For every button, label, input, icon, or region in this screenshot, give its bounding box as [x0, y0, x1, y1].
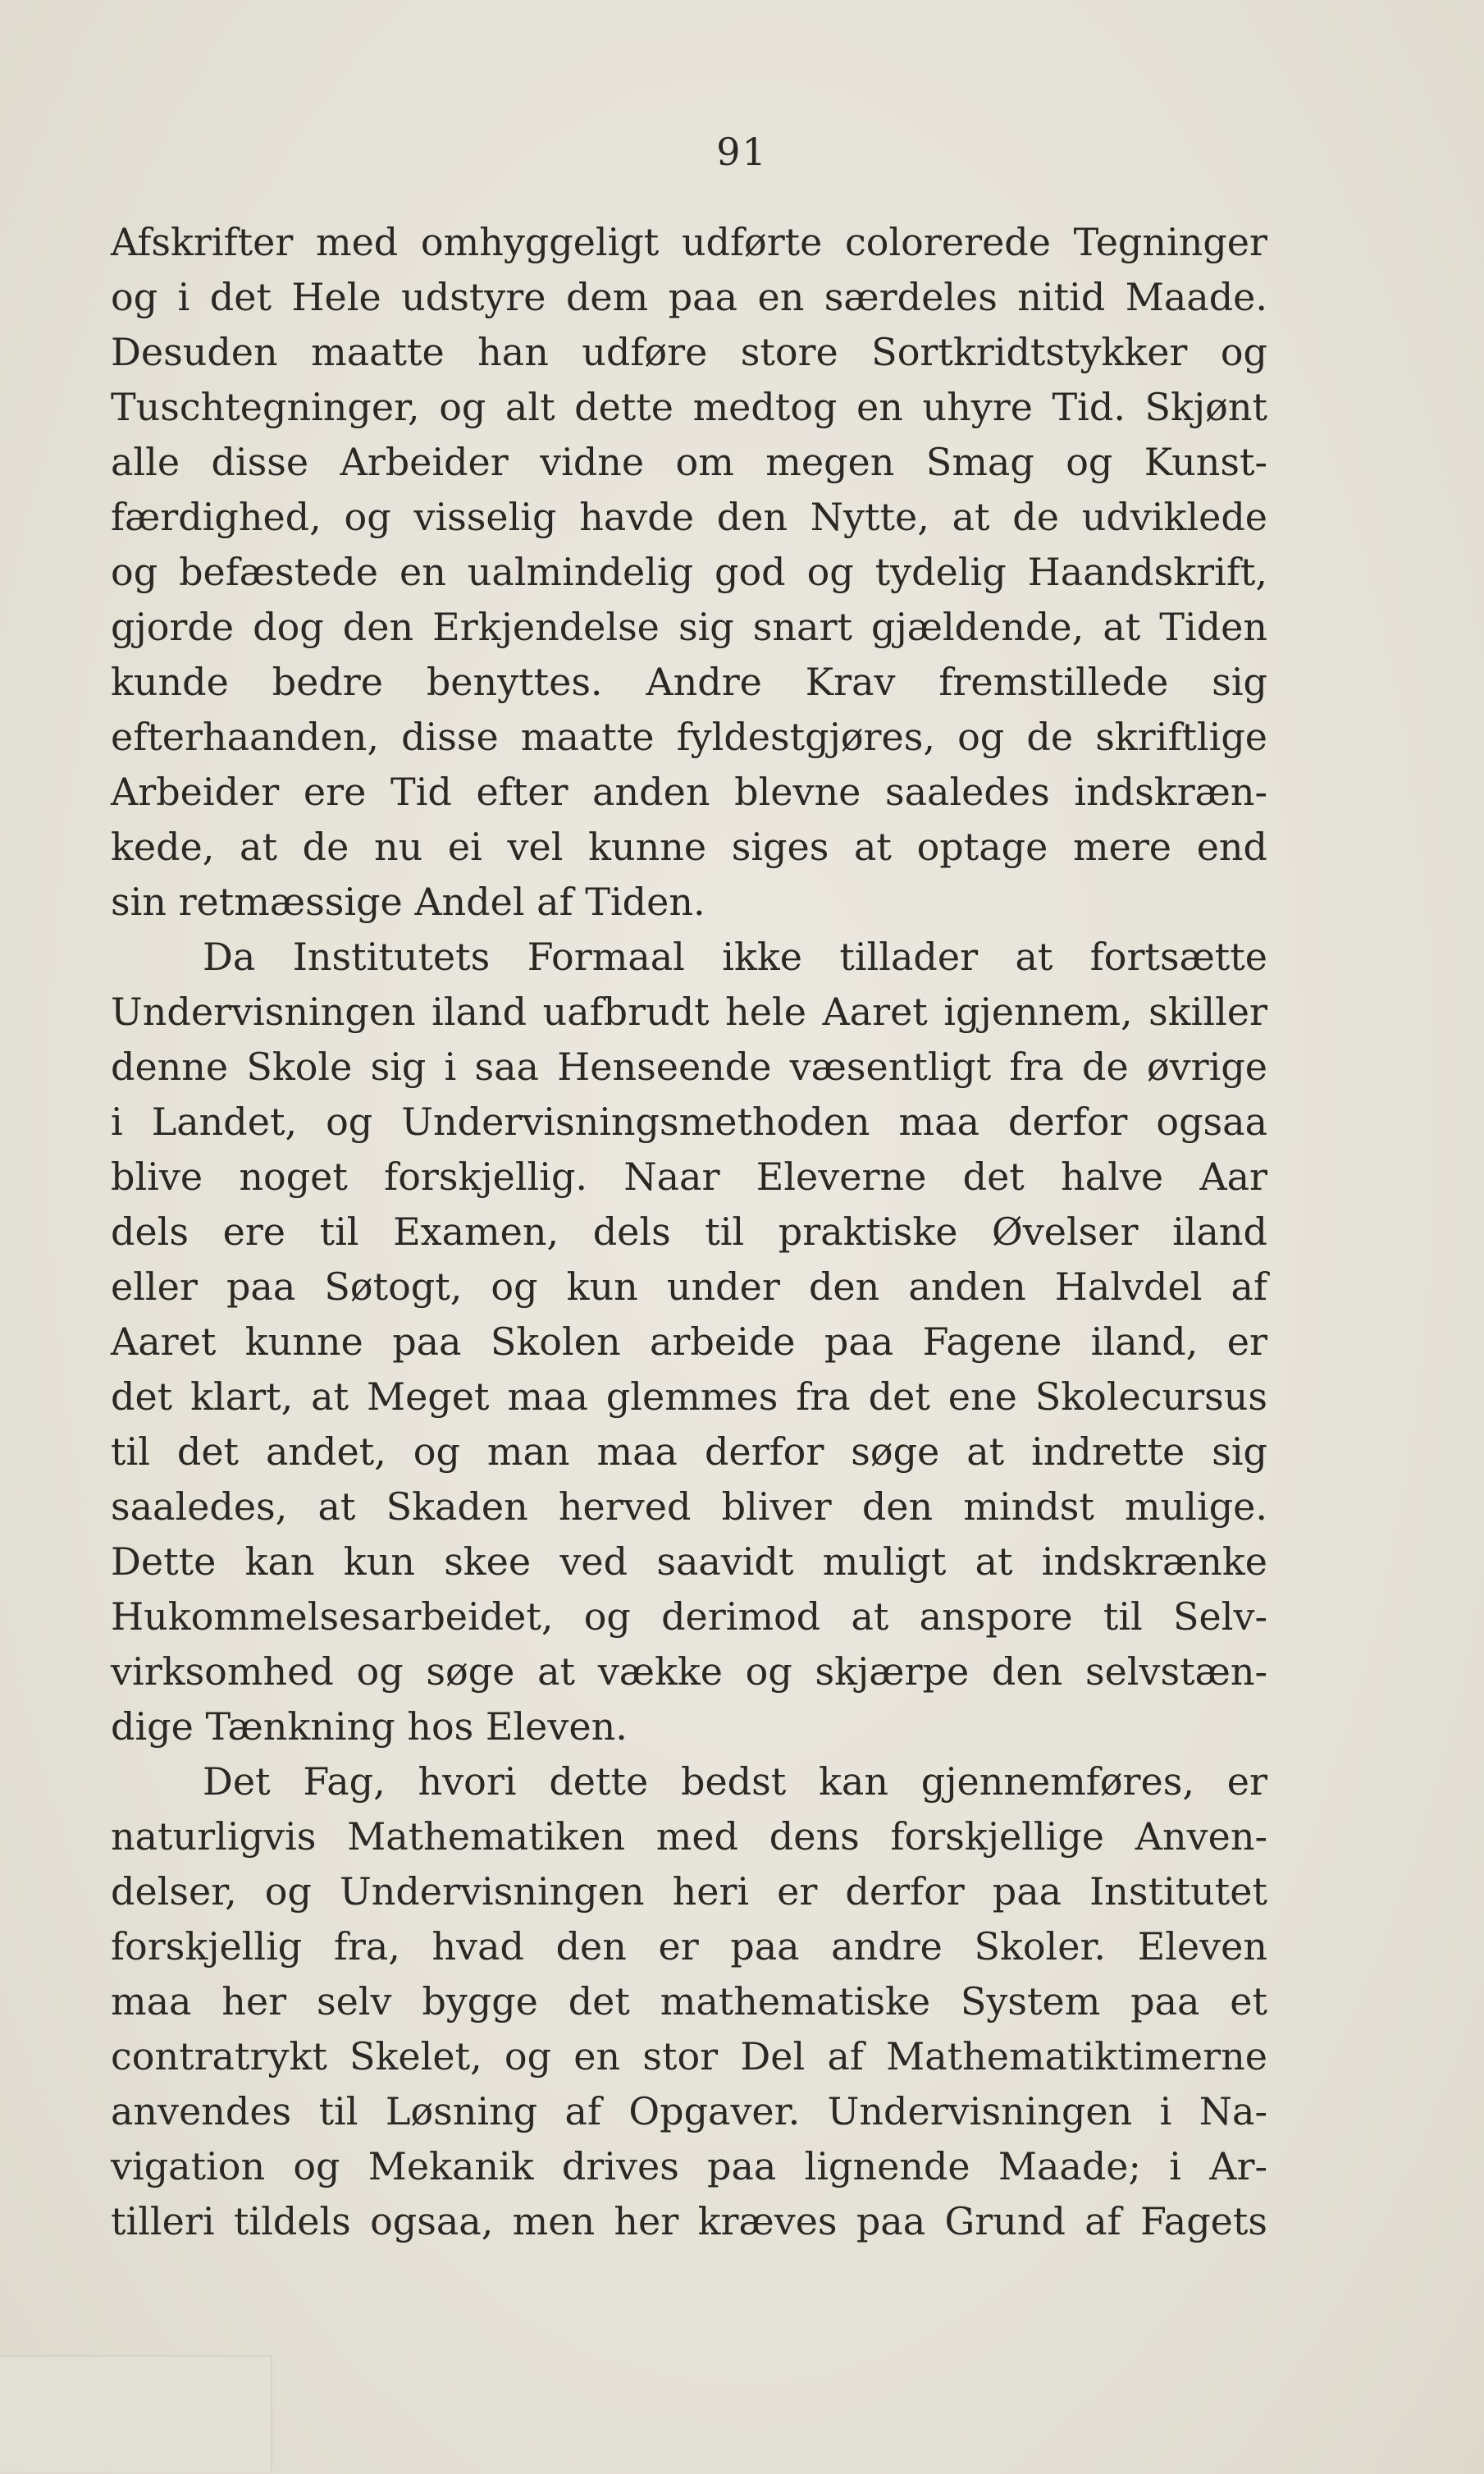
text-line: virksomhed og søge at vække og skjærpe den selvstæn-: [111, 1649, 1267, 1694]
text-line: i Landet, og Undervisningsmethoden maa derfor ogsaa: [111, 1100, 1267, 1144]
text-line: efterhaanden, disse maatte fyldestgjøres, og de skriftlige: [111, 715, 1267, 759]
text-line: Hukommelsesarbeidet, og derimod at anspore til Selv-: [111, 1594, 1267, 1639]
text-line: og befæstede en ualmindelig god og tydelig Haandskrift,: [111, 550, 1267, 594]
text-line: Undervisningen iland uafbrudt hele Aaret igjennem, skiller: [111, 990, 1267, 1034]
text-line: Aaret kunne paa Skolen arbeide paa Fagene iland, er: [111, 1319, 1267, 1364]
text-line: forskjellig fra, hvad den er paa andre Skoler. Eleven: [111, 1924, 1267, 1969]
text-line: og i det Hele udstyre dem paa en særdeles nitid Maade.: [111, 275, 1267, 319]
text-line: eller paa Søtogt, og kun under den anden Halvdel af: [111, 1264, 1267, 1309]
paper-stain: [0, 2355, 272, 2472]
body-text: [111, 215, 1267, 2249]
text-line: Arbeider ere Tid efter anden blevne saaledes indskræn-: [111, 770, 1267, 814]
text-line: dels ere til Examen, dels til praktiske Øvelser iland: [111, 1210, 1267, 1254]
paragraph-last-line: dige Tænkning hos Eleven.: [111, 1704, 628, 1749]
text-line: blive noget forskjellig. Naar Eleverne det halve Aar: [111, 1155, 1267, 1199]
text-line: kunde bedre benyttes. Andre Krav fremstillede sig: [111, 660, 1267, 704]
text-line: anvendes til Løsning af Opgaver. Undervisningen i Na-: [111, 2089, 1267, 2133]
text-line: tilleri tildels ogsaa, men her kræves paa Grund af Fagets: [111, 2199, 1267, 2243]
paragraph-first-line: Da Institutets Formaal ikke tillader at fortsætte: [203, 935, 1267, 979]
text-line: gjorde dog den Erkjendelse sig snart gjældende, at Tiden: [111, 605, 1267, 649]
text-line: contratrykt Skelet, og en stor Del af Mathematiktimerne: [111, 2034, 1267, 2078]
paragraph-first-line: Det Fag, hvori dette bedst kan gjennemføres, er: [203, 1759, 1267, 1804]
text-line: til det andet, og man maa derfor søge at indrette sig: [111, 1429, 1267, 1474]
text-line: Desuden maatte han udføre store Sortkridtstykker og: [111, 330, 1267, 374]
text-line: saaledes, at Skaden herved bliver den mindst mulige.: [111, 1484, 1267, 1529]
text-line: delser, og Undervisningen heri er derfor paa Institutet: [111, 1869, 1267, 1914]
text-line: denne Skole sig i saa Henseende væsentligt fra de øvrige: [111, 1045, 1267, 1089]
page-number: 91: [716, 130, 768, 174]
text-line: det klart, at Meget maa glemmes fra det ene Skolecursus: [111, 1374, 1267, 1419]
paragraph-last-line: sin retmæssige Andel af Tiden.: [111, 880, 705, 924]
text-line: Dette kan kun skee ved saavidt muligt at indskrænke: [111, 1539, 1267, 1584]
text-line: kede, at de nu ei vel kunne siges at optage mere end: [111, 825, 1267, 869]
text-line: Afskrifter med omhyggeligt udførte colorerede Tegninger: [111, 220, 1267, 264]
text-line: naturligvis Mathematiken med dens forskjellige Anven-: [111, 1814, 1267, 1859]
text-line: Tuschtegninger, og alt dette medtog en uhyre Tid. Skjønt: [111, 385, 1267, 429]
text-line: vigation og Mekanik drives paa lignende Maade; i Ar-: [111, 2144, 1267, 2188]
text-line: maa her selv bygge det mathematiske System paa et: [111, 1979, 1267, 2024]
text-line: alle disse Arbeider vidne om megen Smag og Kunst-: [111, 440, 1267, 484]
text-line: færdighed, og visselig havde den Nytte, at de udviklede: [111, 495, 1267, 539]
